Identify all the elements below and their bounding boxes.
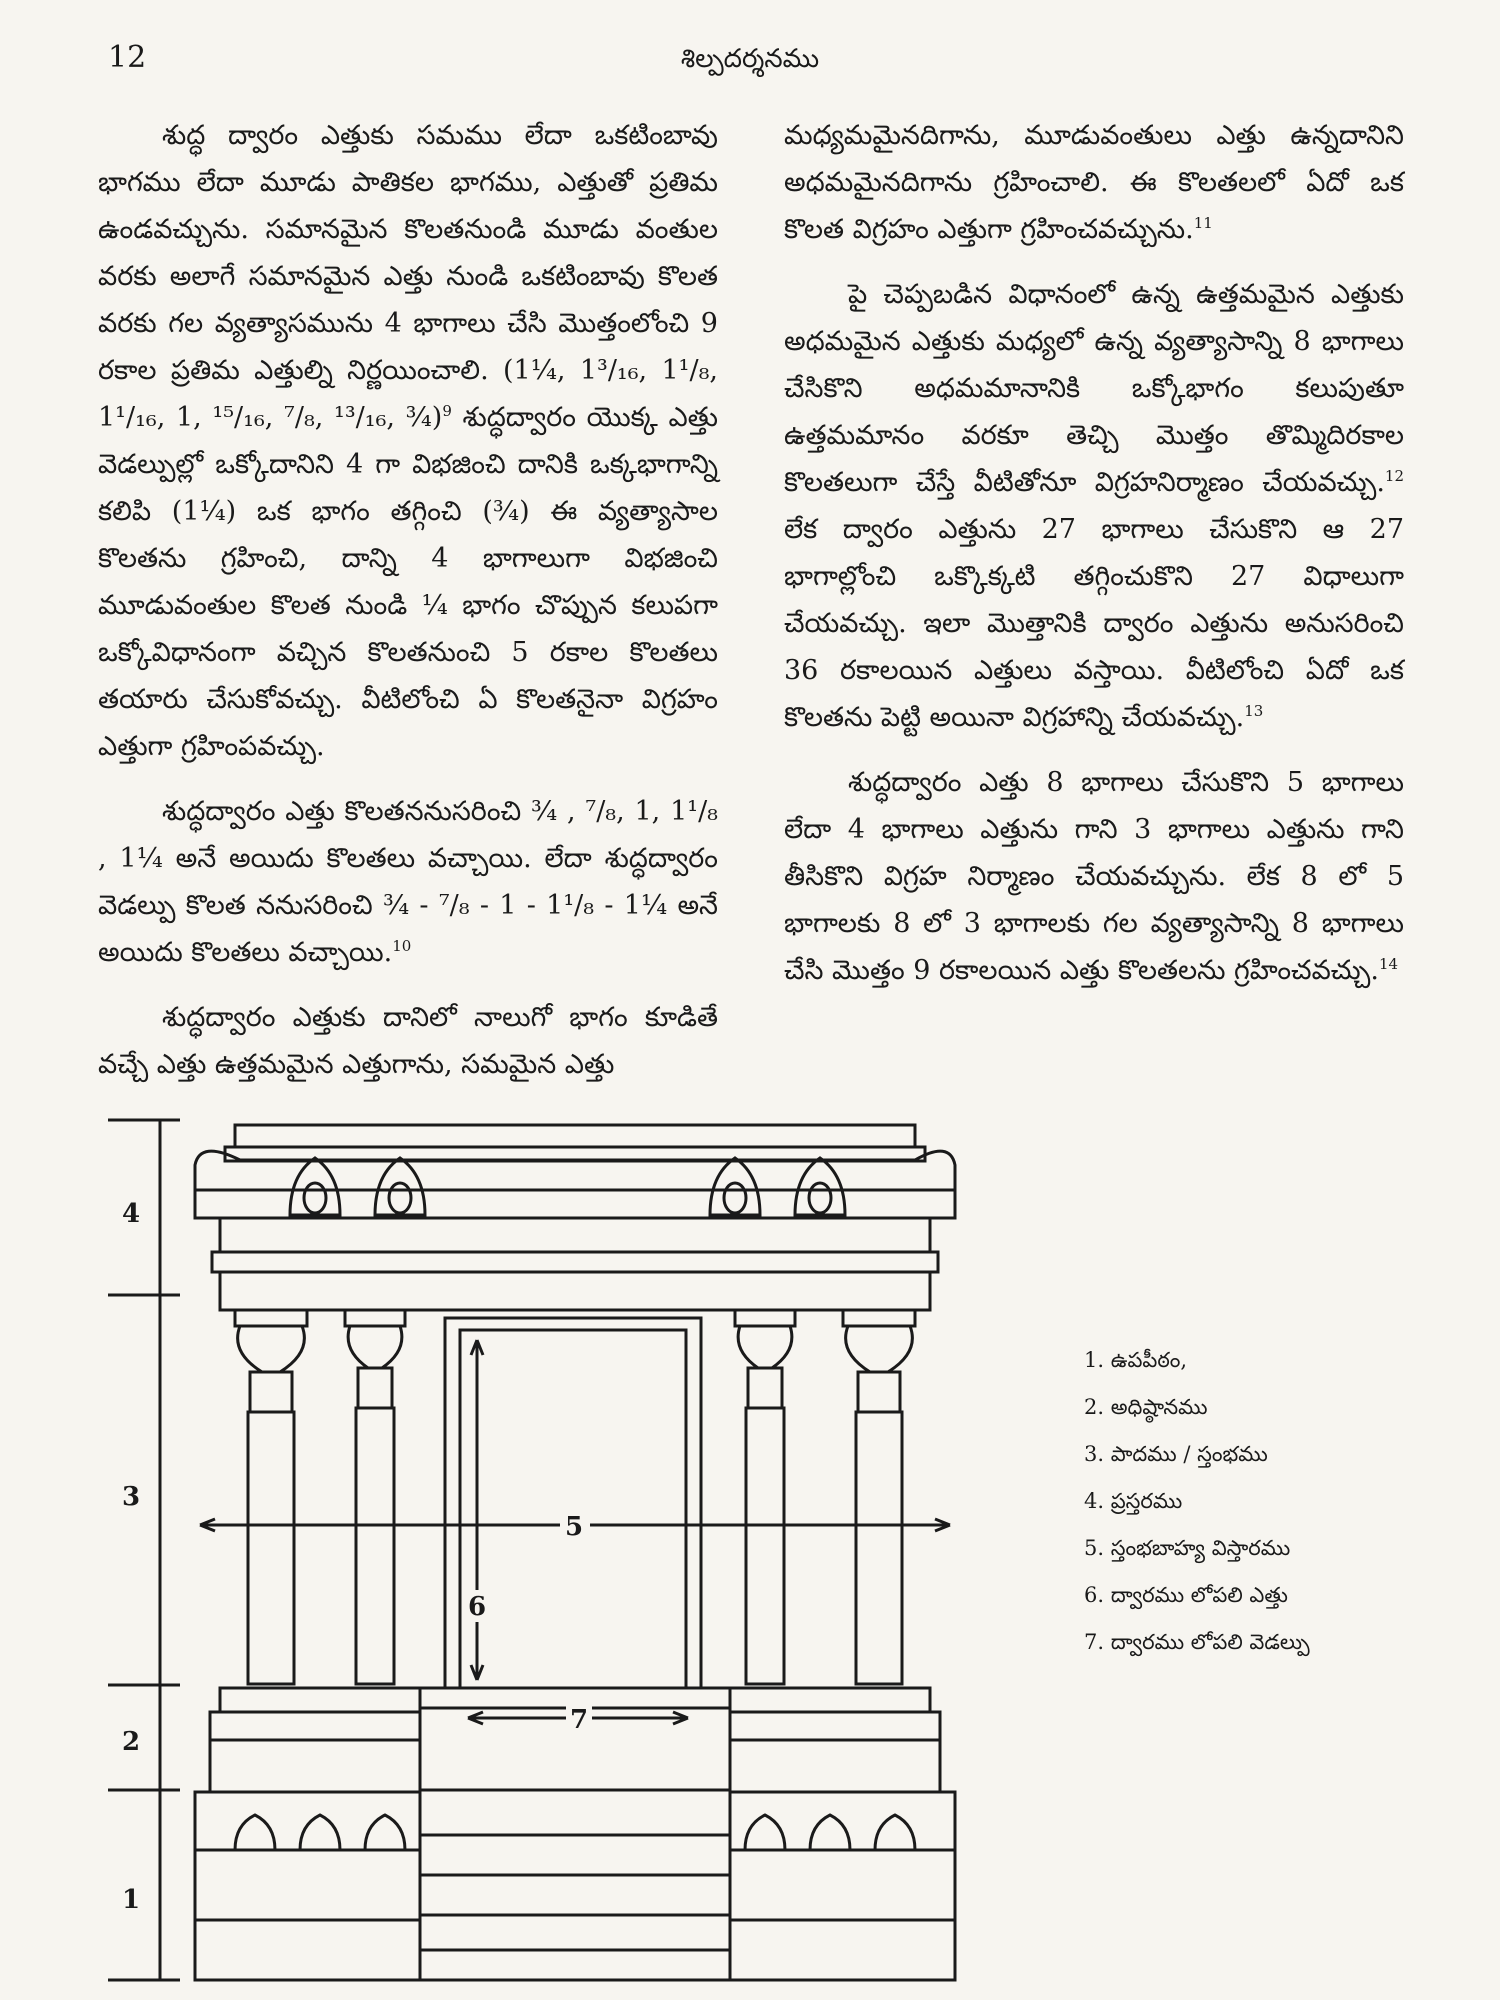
kudu-motif [375,1158,425,1215]
pillar-right-outer [843,1310,915,1684]
footnote-ref: 13 [1244,702,1264,720]
pillar-right-inner [735,1310,795,1684]
legend-item: 6. ద్వారము లోపలి ఎత్తు [1084,1583,1288,1607]
legend-item: 4. ప్రస్తరము [1084,1489,1183,1513]
footnote-ref: 12 [1384,467,1404,485]
kudu-motif [795,1158,845,1215]
pillar-left-outer [235,1310,307,1684]
entablature [195,1125,955,1310]
legend-item: 5. స్తంభబాహ్య విస్తారము [1084,1536,1291,1560]
legend-item: 3. పాదము / స్తంభము [1084,1442,1268,1466]
paragraph: శుద్ధ ద్వారం ఎత్తుకు సమము లేదా ఒకటింబావు భాగము లేదా మూడు పాతికల భాగము, ఎత్తుతో ప్రతిమ ఉండవచ్చును. సమానమైన కొలతనుండి మూడు వంతుల వరకు అలాగే సమానమైన ఎత్తు నుండి ఒకటింబావు కొలత వరకు గల వ్యత్యాసమును 4 భాగాలు చేసి మొత్తంలోంచి 9 రకాల ప్రతిమ ఎత్తుల్ని నిర్ణయించాలి. (1¼, 1³/₁₆, 1¹/₈, 1¹/₁₆, 1, ¹⁵/₁₆, ⁷/₈, ¹³/₁₆, ¾)$^9$ శుద్ధద్వారం యొక్క ఎత్తు వెడల్పుల్లో ఒక్కోదానిని 4 గా విభజించి దానికి ఒక్కభాగాన్ని కలిపి (1¼) ఒక భాగం తగ్గించి (¾) ఈ వ్యత్యాసాల కొలతను గ్రహించి, దాన్ని 4 భాగాలుగా విభజించి మూడువంతుల కొలత నుండి ¼ భాగం చొప్పున కలుపగా ఒక్కోవిధానంగా వచ్చిన కొలతనుంచి 5 రకాల కొలతలు తయారు చేసుకోవచ్చు. వీటిలోంచి ఏ కొలతనైనా విగ్రహం ఎత్తుగా గ్రహింపవచ్చు. [98,120,718,762]
right-column [784,112,1404,1012]
tier-label-1: 1 [122,1885,141,1915]
kudu-motif [710,1158,760,1215]
footnote-ref: 9 [442,402,452,420]
pillar-left-inner [345,1310,405,1684]
footnote-ref: 14 [1378,955,1399,973]
kudu-motif [290,1158,340,1215]
paragraph: శుద్ధద్వారం ఎత్తు 8 భాగాలు చేసుకొని 5 భాగాలు లేదా 4 భాగాలు ఎత్తును గాని 3 భాగాలు ఎత్తును గాని తీసికొని విగ్రహ నిర్మాణం చేయవచ్చును. లేక 8 లో 5 భాగాలకు 8 లో 3 భాగాలకు గల వ్యత్యాసాన్ని 8 భాగాలు చేసి మొత్తం 9 రకాలయిన ఎత్తు కొలతలను గ్రహించవచ్చు.$^{14}$ [784,767,1404,986]
height-scale [108,1120,180,1980]
footnote-ref: 10 [392,937,412,955]
paragraph: శుద్ధద్వారం ఎత్తు కొలతననుసరించి ¾ , ⁷/₈, 1, 1¹/₈ , 1¼ అనే అయిదు కొలతలు వచ్చాయి. లేదా శుద్ధద్వారం వెడల్పు కొలత ననుసరించి ¾ - ⁷/₈ - 1 - 1¹/₈ - 1¼ అనే అయిదు కొలతలు వచ్చాయి.$^{10}$ [98,796,718,968]
tier-label-3: 3 [122,1482,141,1512]
dim-label-6: 6 [468,1592,487,1622]
page-number: 12 [108,40,147,75]
tier-label-4: 4 [122,1199,141,1229]
footnote-ref: 11 [1193,214,1213,232]
running-head: శిల్పదర్శనము [680,44,820,74]
dim-label-5: 5 [565,1512,584,1542]
legend-item: 1. ఉపపీఠం, [1084,1348,1188,1372]
legend-item: 2. అధిష్ఠానము [1084,1395,1208,1419]
diagram-legend [1084,1348,1310,1677]
dim-label-7: 7 [570,1705,589,1735]
tier-label-2: 2 [122,1727,141,1757]
temple-elevation-drawing [100,1090,1040,1990]
paragraph: శుద్ధద్వారం ఎత్తుకు దానిలో నాలుగో భాగం కూడితే వచ్చే ఎత్తు ఉత్తమమైన ఎత్తుగాను, సమమైన ఎత్తు [98,1002,718,1080]
steps [420,1790,730,1980]
paragraph: మధ్యమమైనదిగాను, మూడువంతులు ఎత్తు ఉన్నదానిని అధమమైనదిగాను గ్రహించాలి. ఈ కొలతలలో ఏదో ఒక కొలత విగ్రహం ఎత్తుగా గ్రహించవచ్చును.$^{11}$ [784,120,1404,245]
paragraph: పై చెప్పబడిన విధానంలో ఉన్న ఉత్తమమైన ఎత్తుకు అధమమైన ఎత్తుకు మధ్యలో ఉన్న వ్యత్యాసాన్ని 8 భాగాలు చేసికొని అధమమానానికి ఒక్కోభాగం కలుపుతూ ఉత్తమమానం వరకూ తెచ్చి మొత్తం తొమ్మిదిరకాల కొలతలుగా చేస్తే వీటితోనూ విగ్రహనిర్మాణం చేయవచ్చు.$^{12}$ లేక ద్వారం ఎత్తును 27 భాగాలు చేసుకొని ఆ 27 భాగాల్లోంచి ఒక్కొక్కటి తగ్గించుకొని 27 విధాలుగా చేయవచ్చు. ఇలా మొత్తానికి ద్వారం ఎత్తును అనుసరించి 36 రకాలయిన ఎత్తులు వస్తాయి. వీటిలోంచి ఏదో ఒక కొలతను పెట్టి అయినా విగ్రహాన్ని చేయవచ్చు.$^{13}$ [784,279,1404,733]
upapitha [195,1792,955,1980]
legend-item: 7. ద్వారము లోపలి వెడల్పు [1084,1630,1310,1654]
left-column [98,112,718,1106]
dim-line-6 [471,1340,483,1680]
